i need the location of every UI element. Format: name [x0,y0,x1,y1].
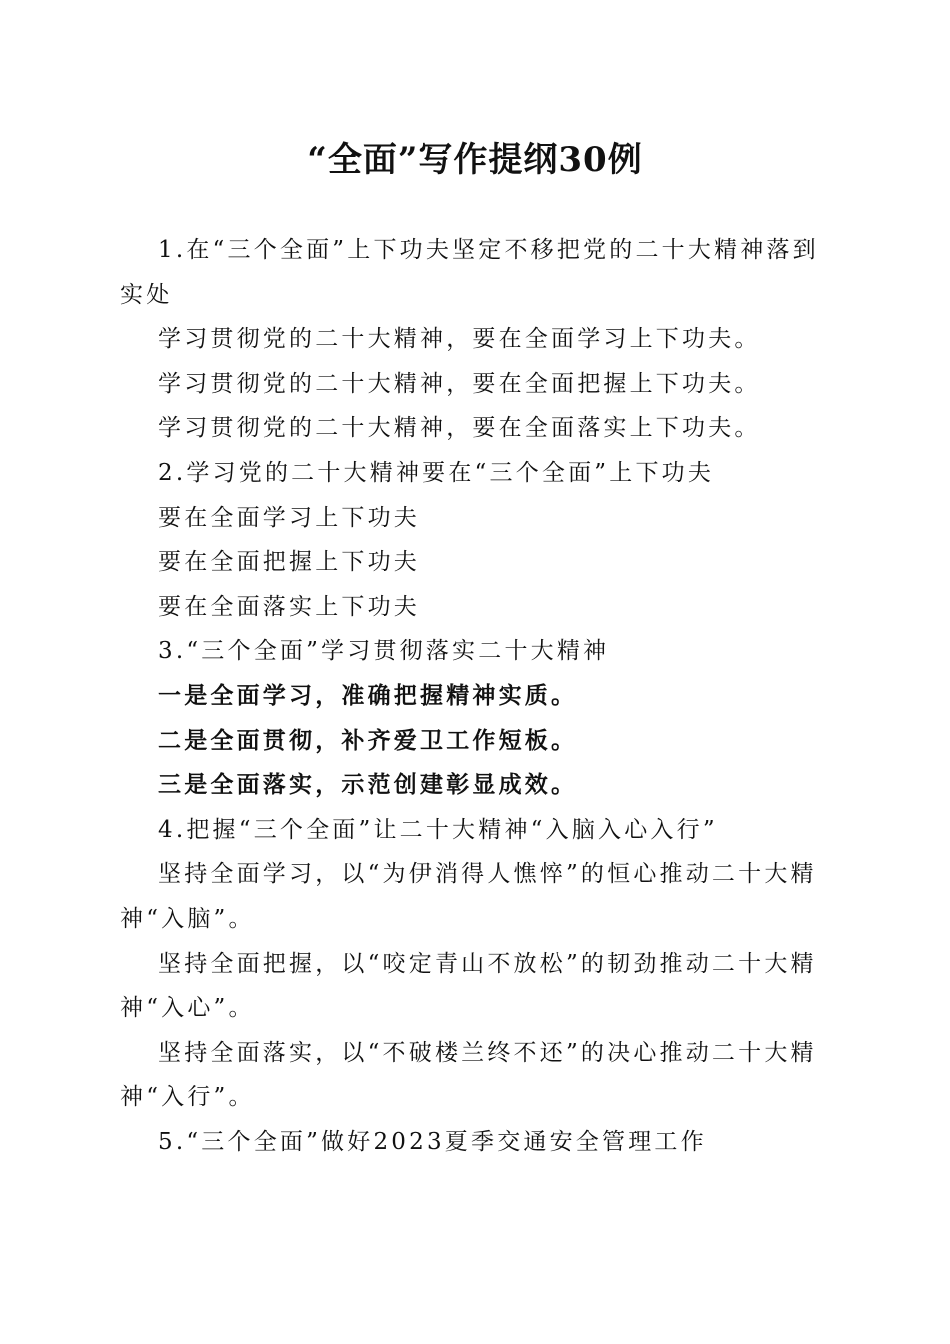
outline-point: 要在全面落实上下功夫 [158,593,420,620]
outline-point: 要在全面把握上下功夫 [158,549,420,576]
outline-heading-1: 1.在“三个全面”上下功夫坚定不移把党的二十大精神落到实处 [120,237,819,308]
outline-point: 学习贯彻党的二十大精神，要在全面把握上下功夫。 [158,370,761,397]
outline-heading-3: 3.“三个全面”学习贯彻落实二十大精神 [158,638,610,665]
document-title: “全面”写作提纲30例 [307,140,643,180]
outline-point: 学习贯彻党的二十大精神，要在全面落实上下功夫。 [158,415,761,442]
outline-point-bold: 三是全面落实，示范创建彰显成效。 [158,771,578,799]
outline-point: 坚持全面学习，以“为伊消得人憔悴”的恒心推动二十大精神“入脑”。 [120,861,817,932]
outline-point: 坚持全面落实，以“不破楼兰终不还”的决心推动二十大精神“入行”。 [120,1039,817,1111]
document-body [120,228,820,1164]
outline-point: 坚持全面把握，以“咬定青山不放松”的韧劲推动二十大精神“入心”。 [120,950,817,1022]
outline-heading-5: 5.“三个全面”做好2023夏季交通安全管理工作 [158,1128,707,1155]
outline-point-bold: 二是全面贯彻，补齐爱卫工作短板。 [158,726,578,754]
outline-point: 学习贯彻党的二十大精神，要在全面学习上下功夫。 [158,326,761,353]
outline-point-bold: 一是全面学习，准确把握精神实质。 [158,681,578,709]
outline-heading-2: 2.学习党的二十大精神要在“三个全面”上下功夫 [158,459,715,486]
outline-heading-4: 4.把握“三个全面”让二十大精神“入脑入心入行” [158,816,718,843]
outline-point: 要在全面学习上下功夫 [158,504,420,531]
